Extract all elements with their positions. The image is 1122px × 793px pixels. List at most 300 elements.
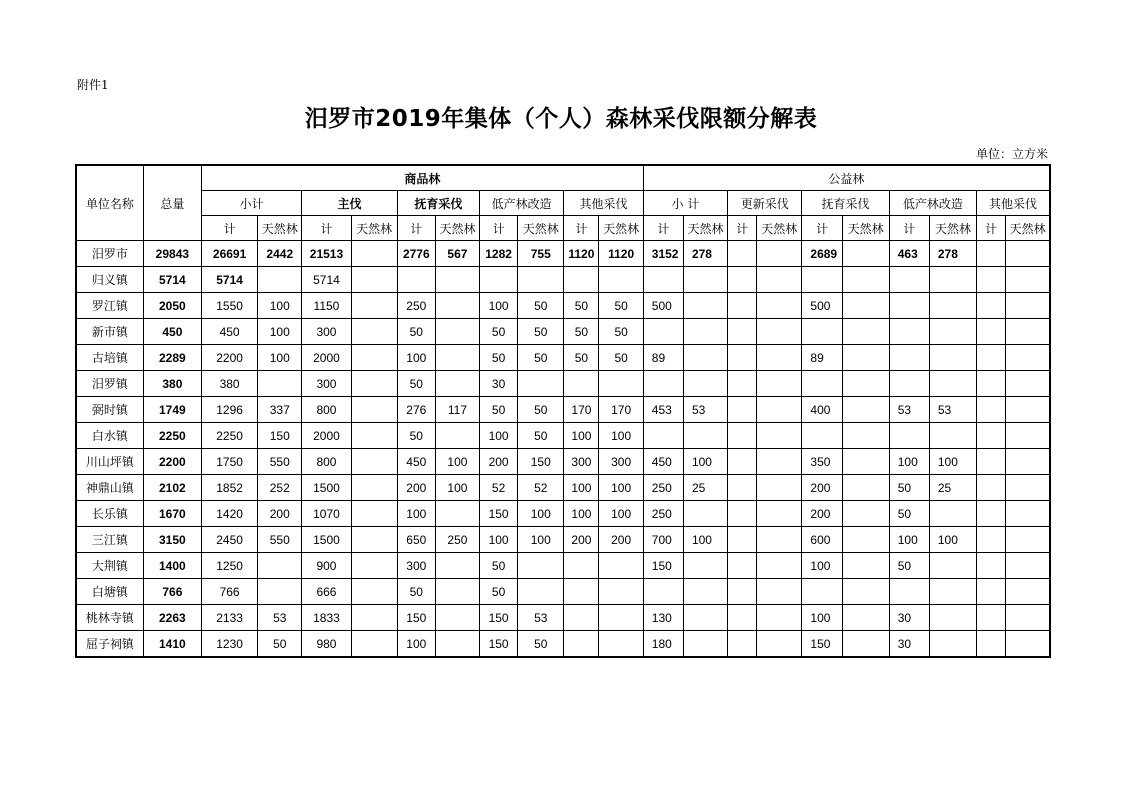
row-public-cell	[683, 553, 727, 579]
row-commercial-cell: 800	[302, 449, 351, 475]
row-public-cell	[977, 579, 1006, 605]
row-commercial-cell: 1833	[302, 605, 351, 631]
row-commercial-cell	[564, 631, 599, 658]
row-public-cell	[683, 631, 727, 658]
row-commercial-cell	[435, 423, 479, 449]
row-commercial-cell: 650	[397, 527, 435, 553]
row-public-cell: 3152	[643, 241, 683, 267]
row-commercial-cell	[351, 501, 397, 527]
row-public-cell	[757, 423, 802, 449]
row-commercial-cell: 300	[397, 553, 435, 579]
row-commercial-cell: 276	[397, 397, 435, 423]
row-commercial-cell	[564, 579, 599, 605]
row-commercial-cell: 550	[258, 527, 302, 553]
header-p-subtotal: 小 计	[643, 191, 727, 216]
row-commercial-cell: 50	[599, 293, 643, 319]
row-commercial-cell: 100	[397, 345, 435, 371]
table-row	[76, 319, 1050, 345]
row-commercial-cell	[564, 267, 599, 293]
row-public-cell	[977, 345, 1006, 371]
row-public-cell: 200	[802, 501, 842, 527]
row-commercial-cell	[435, 553, 479, 579]
row-commercial-cell	[435, 631, 479, 658]
row-commercial-cell: 117	[435, 397, 479, 423]
row-public-cell	[728, 475, 757, 501]
row-commercial-cell	[258, 579, 302, 605]
row-commercial-cell: 100	[518, 527, 564, 553]
subheader-count: 计	[728, 216, 757, 241]
row-public-cell	[757, 631, 802, 658]
row-public-cell: 100	[683, 449, 727, 475]
row-public-cell	[683, 371, 727, 397]
row-commercial-cell: 200	[599, 527, 643, 553]
page-title: 汨罗市2019年集体（个人）森林采伐限额分解表	[304, 106, 818, 132]
row-commercial-cell: 380	[201, 371, 257, 397]
subheader-count: 计	[889, 216, 929, 241]
row-public-cell: 53	[929, 397, 976, 423]
row-commercial-cell	[435, 319, 479, 345]
subheader-natural-forest: 天然林	[435, 216, 479, 241]
row-unit-name: 新市镇	[76, 319, 143, 345]
row-commercial-cell: 100	[435, 449, 479, 475]
row-total: 1400	[143, 553, 201, 579]
row-commercial-cell: 100	[480, 527, 518, 553]
row-public-cell	[1006, 475, 1050, 501]
attachment-label: 附件1	[77, 78, 109, 92]
row-public-cell: 150	[802, 631, 842, 658]
row-public-cell: 53	[683, 397, 727, 423]
row-commercial-cell: 50	[480, 579, 518, 605]
row-public-cell	[842, 631, 889, 658]
row-commercial-cell: 100	[564, 475, 599, 501]
table-row	[76, 449, 1050, 475]
row-public-cell	[1006, 267, 1050, 293]
row-commercial-cell	[564, 553, 599, 579]
row-commercial-cell: 50	[518, 397, 564, 423]
header-c-tending: 抚育采伐	[397, 191, 479, 216]
row-commercial-cell: 100	[480, 423, 518, 449]
row-commercial-cell: 766	[201, 579, 257, 605]
row-commercial-cell	[351, 267, 397, 293]
row-public-cell	[728, 293, 757, 319]
row-public-cell: 700	[643, 527, 683, 553]
subheader-count: 计	[397, 216, 435, 241]
row-commercial-cell: 300	[302, 319, 351, 345]
row-commercial-cell: 200	[258, 501, 302, 527]
row-unit-name: 长乐镇	[76, 501, 143, 527]
row-public-cell	[643, 319, 683, 345]
row-public-cell	[842, 293, 889, 319]
row-public-cell: 180	[643, 631, 683, 658]
row-commercial-cell: 2200	[201, 345, 257, 371]
row-public-cell	[929, 553, 976, 579]
row-public-cell: 100	[683, 527, 727, 553]
row-commercial-cell: 300	[302, 371, 351, 397]
row-public-cell: 50	[889, 475, 929, 501]
row-public-cell	[728, 553, 757, 579]
row-commercial-cell: 100	[564, 501, 599, 527]
row-public-cell: 463	[889, 241, 929, 267]
row-commercial-cell	[351, 319, 397, 345]
row-commercial-cell	[599, 605, 643, 631]
row-public-cell	[728, 345, 757, 371]
row-commercial-cell	[435, 605, 479, 631]
row-public-cell	[728, 527, 757, 553]
row-commercial-cell	[599, 579, 643, 605]
row-public-cell	[929, 631, 976, 658]
row-public-cell: 453	[643, 397, 683, 423]
row-unit-name: 白塘镇	[76, 579, 143, 605]
row-commercial-cell: 450	[397, 449, 435, 475]
row-commercial-cell: 50	[397, 579, 435, 605]
row-unit-name: 弼时镇	[76, 397, 143, 423]
row-commercial-cell	[351, 397, 397, 423]
row-commercial-cell: 2133	[201, 605, 257, 631]
row-commercial-cell: 1120	[564, 241, 599, 267]
row-total: 2102	[143, 475, 201, 501]
row-unit-name: 罗江镇	[76, 293, 143, 319]
row-commercial-cell: 50	[480, 345, 518, 371]
row-commercial-cell: 150	[518, 449, 564, 475]
header-public: 公益林	[643, 165, 1050, 191]
row-commercial-cell: 252	[258, 475, 302, 501]
row-public-cell	[929, 605, 976, 631]
row-public-cell: 350	[802, 449, 842, 475]
row-public-cell: 600	[802, 527, 842, 553]
row-commercial-cell: 1852	[201, 475, 257, 501]
row-public-cell	[842, 527, 889, 553]
row-commercial-cell	[351, 475, 397, 501]
row-commercial-cell: 550	[258, 449, 302, 475]
row-commercial-cell: 1500	[302, 527, 351, 553]
row-public-cell	[683, 423, 727, 449]
row-commercial-cell	[351, 605, 397, 631]
row-unit-name: 桃林寺镇	[76, 605, 143, 631]
subheader-natural-forest: 天然林	[258, 216, 302, 241]
header-commercial: 商品林	[201, 165, 643, 191]
row-unit-name: 屈子祠镇	[76, 631, 143, 658]
row-commercial-cell: 250	[435, 527, 479, 553]
row-public-cell	[842, 579, 889, 605]
row-public-cell	[1006, 553, 1050, 579]
row-commercial-cell	[435, 579, 479, 605]
row-commercial-cell: 1500	[302, 475, 351, 501]
row-commercial-cell	[518, 579, 564, 605]
row-public-cell: 25	[929, 475, 976, 501]
row-public-cell: 100	[929, 527, 976, 553]
row-public-cell	[977, 501, 1006, 527]
row-commercial-cell: 100	[258, 293, 302, 319]
row-total: 29843	[143, 241, 201, 267]
row-unit-name: 神鼎山镇	[76, 475, 143, 501]
row-commercial-cell: 100	[397, 631, 435, 658]
row-commercial-cell: 200	[397, 475, 435, 501]
row-public-cell	[683, 345, 727, 371]
row-public-cell	[977, 631, 1006, 658]
row-public-cell	[1006, 345, 1050, 371]
row-commercial-cell: 2442	[258, 241, 302, 267]
row-commercial-cell	[564, 371, 599, 397]
row-commercial-cell: 52	[480, 475, 518, 501]
row-public-cell	[802, 579, 842, 605]
row-commercial-cell: 170	[564, 397, 599, 423]
row-commercial-cell: 50	[258, 631, 302, 658]
row-unit-name: 白水镇	[76, 423, 143, 449]
row-public-cell	[757, 475, 802, 501]
row-public-cell: 53	[889, 397, 929, 423]
subheader-count: 计	[643, 216, 683, 241]
table-row	[76, 527, 1050, 553]
row-public-cell	[643, 267, 683, 293]
row-commercial-cell: 100	[480, 293, 518, 319]
header-c-other: 其他采伐	[564, 191, 643, 216]
row-public-cell	[1006, 605, 1050, 631]
row-commercial-cell: 2450	[201, 527, 257, 553]
row-unit-name: 古培镇	[76, 345, 143, 371]
row-public-cell	[889, 345, 929, 371]
row-commercial-cell	[564, 605, 599, 631]
row-public-cell	[757, 371, 802, 397]
row-public-cell	[977, 527, 1006, 553]
row-public-cell: 450	[643, 449, 683, 475]
row-public-cell	[683, 319, 727, 345]
row-public-cell	[842, 501, 889, 527]
row-public-cell: 278	[683, 241, 727, 267]
row-commercial-cell	[435, 267, 479, 293]
row-public-cell	[757, 605, 802, 631]
row-public-cell	[977, 293, 1006, 319]
row-commercial-cell: 50	[518, 293, 564, 319]
row-public-cell	[977, 241, 1006, 267]
row-commercial-cell: 50	[564, 293, 599, 319]
table-row	[76, 579, 1050, 605]
header-p-low-yield: 低产林改造	[889, 191, 976, 216]
row-commercial-cell	[258, 553, 302, 579]
row-commercial-cell	[435, 345, 479, 371]
row-commercial-cell	[599, 371, 643, 397]
unit-label: 单位：立方米	[975, 147, 1048, 161]
row-public-cell	[842, 475, 889, 501]
row-commercial-cell	[351, 527, 397, 553]
subheader-count: 计	[302, 216, 351, 241]
row-public-cell	[977, 475, 1006, 501]
subheader-natural-forest: 天然林	[929, 216, 976, 241]
row-commercial-cell: 2000	[302, 423, 351, 449]
row-public-cell: 100	[889, 449, 929, 475]
row-public-cell	[683, 605, 727, 631]
subheader-count: 计	[564, 216, 599, 241]
row-total: 1749	[143, 397, 201, 423]
row-public-cell	[1006, 449, 1050, 475]
row-commercial-cell	[599, 267, 643, 293]
header-c-main-harvest: 主伐	[302, 191, 397, 216]
row-public-cell	[802, 371, 842, 397]
row-commercial-cell: 50	[397, 319, 435, 345]
row-commercial-cell	[351, 345, 397, 371]
table-row	[76, 553, 1050, 579]
row-public-cell	[842, 371, 889, 397]
row-commercial-cell: 150	[397, 605, 435, 631]
row-commercial-cell: 5714	[302, 267, 351, 293]
row-commercial-cell: 150	[480, 631, 518, 658]
row-commercial-cell	[518, 371, 564, 397]
row-commercial-cell: 100	[435, 475, 479, 501]
row-public-cell: 400	[802, 397, 842, 423]
row-commercial-cell: 100	[599, 423, 643, 449]
row-public-cell	[889, 267, 929, 293]
row-public-cell: 500	[802, 293, 842, 319]
row-public-cell	[929, 345, 976, 371]
row-public-cell	[977, 371, 1006, 397]
row-commercial-cell: 170	[599, 397, 643, 423]
row-total: 3150	[143, 527, 201, 553]
table-row	[76, 371, 1050, 397]
row-public-cell	[728, 241, 757, 267]
row-commercial-cell: 150	[258, 423, 302, 449]
row-commercial-cell: 200	[564, 527, 599, 553]
row-total: 1410	[143, 631, 201, 658]
row-public-cell	[929, 293, 976, 319]
header-p-renewal: 更新采伐	[728, 191, 802, 216]
row-public-cell	[977, 319, 1006, 345]
row-public-cell	[842, 241, 889, 267]
row-commercial-cell: 100	[599, 475, 643, 501]
row-commercial-cell	[351, 423, 397, 449]
row-public-cell: 89	[643, 345, 683, 371]
row-commercial-cell	[435, 371, 479, 397]
row-public-cell: 278	[929, 241, 976, 267]
table-row	[76, 605, 1050, 631]
row-commercial-cell	[435, 293, 479, 319]
row-commercial-cell: 250	[397, 293, 435, 319]
row-total: 2200	[143, 449, 201, 475]
row-public-cell	[683, 293, 727, 319]
row-commercial-cell: 1120	[599, 241, 643, 267]
row-public-cell: 25	[683, 475, 727, 501]
row-commercial-cell	[351, 631, 397, 658]
subheader-natural-forest: 天然林	[757, 216, 802, 241]
row-commercial-cell: 150	[480, 605, 518, 631]
row-commercial-cell: 666	[302, 579, 351, 605]
row-commercial-cell: 337	[258, 397, 302, 423]
row-total: 2263	[143, 605, 201, 631]
table-row	[76, 501, 1050, 527]
row-public-cell	[643, 371, 683, 397]
row-public-cell	[1006, 397, 1050, 423]
table-row	[76, 293, 1050, 319]
row-public-cell: 100	[802, 605, 842, 631]
row-commercial-cell: 50	[564, 345, 599, 371]
row-public-cell	[929, 579, 976, 605]
row-public-cell	[683, 501, 727, 527]
row-public-cell	[728, 605, 757, 631]
row-commercial-cell: 1420	[201, 501, 257, 527]
row-commercial-cell: 100	[258, 319, 302, 345]
row-public-cell	[929, 371, 976, 397]
row-public-cell	[1006, 423, 1050, 449]
row-total: 380	[143, 371, 201, 397]
row-commercial-cell: 53	[518, 605, 564, 631]
table-row	[76, 345, 1050, 371]
row-public-cell	[728, 267, 757, 293]
row-public-cell	[728, 319, 757, 345]
header-unit-name: 单位名称	[76, 165, 143, 241]
row-public-cell	[757, 397, 802, 423]
row-unit-name: 三江镇	[76, 527, 143, 553]
row-commercial-cell: 1150	[302, 293, 351, 319]
row-public-cell: 500	[643, 293, 683, 319]
table-row	[76, 631, 1050, 658]
row-total: 450	[143, 319, 201, 345]
row-commercial-cell: 1750	[201, 449, 257, 475]
row-unit-name: 归义镇	[76, 267, 143, 293]
row-public-cell	[929, 319, 976, 345]
row-public-cell	[977, 267, 1006, 293]
row-commercial-cell: 50	[518, 423, 564, 449]
row-public-cell: 130	[643, 605, 683, 631]
row-commercial-cell: 800	[302, 397, 351, 423]
row-public-cell	[683, 579, 727, 605]
row-commercial-cell: 50	[564, 319, 599, 345]
row-commercial-cell	[351, 293, 397, 319]
row-public-cell	[842, 319, 889, 345]
row-public-cell	[757, 319, 802, 345]
row-unit-name: 川山坪镇	[76, 449, 143, 475]
row-commercial-cell: 2776	[397, 241, 435, 267]
row-public-cell	[757, 501, 802, 527]
row-commercial-cell: 100	[599, 501, 643, 527]
row-commercial-cell: 50	[518, 631, 564, 658]
header-p-other: 其他采伐	[977, 191, 1050, 216]
row-public-cell	[728, 397, 757, 423]
row-commercial-cell	[435, 501, 479, 527]
row-commercial-cell: 200	[480, 449, 518, 475]
row-public-cell: 100	[929, 449, 976, 475]
row-public-cell	[728, 371, 757, 397]
row-commercial-cell: 50	[599, 319, 643, 345]
header-total: 总量	[143, 165, 201, 241]
row-public-cell	[728, 579, 757, 605]
row-public-cell: 50	[889, 501, 929, 527]
row-commercial-cell: 50	[518, 345, 564, 371]
row-total: 2250	[143, 423, 201, 449]
row-commercial-cell	[351, 579, 397, 605]
row-commercial-cell	[480, 267, 518, 293]
row-commercial-cell: 50	[480, 319, 518, 345]
row-public-cell: 89	[802, 345, 842, 371]
row-commercial-cell	[258, 267, 302, 293]
row-public-cell	[643, 423, 683, 449]
row-total: 1670	[143, 501, 201, 527]
row-public-cell	[1006, 371, 1050, 397]
row-commercial-cell	[518, 553, 564, 579]
row-commercial-cell: 300	[564, 449, 599, 475]
row-public-cell	[842, 449, 889, 475]
subheader-count: 计	[201, 216, 257, 241]
row-public-cell	[757, 293, 802, 319]
header-c-subtotal: 小计	[201, 191, 301, 216]
row-public-cell	[842, 267, 889, 293]
row-public-cell	[728, 449, 757, 475]
row-public-cell	[842, 345, 889, 371]
row-commercial-cell: 2250	[201, 423, 257, 449]
row-commercial-cell: 100	[258, 345, 302, 371]
row-public-cell	[842, 397, 889, 423]
subheader-count: 计	[480, 216, 518, 241]
row-public-cell	[802, 423, 842, 449]
row-commercial-cell: 50	[518, 319, 564, 345]
table-row	[76, 241, 1050, 267]
